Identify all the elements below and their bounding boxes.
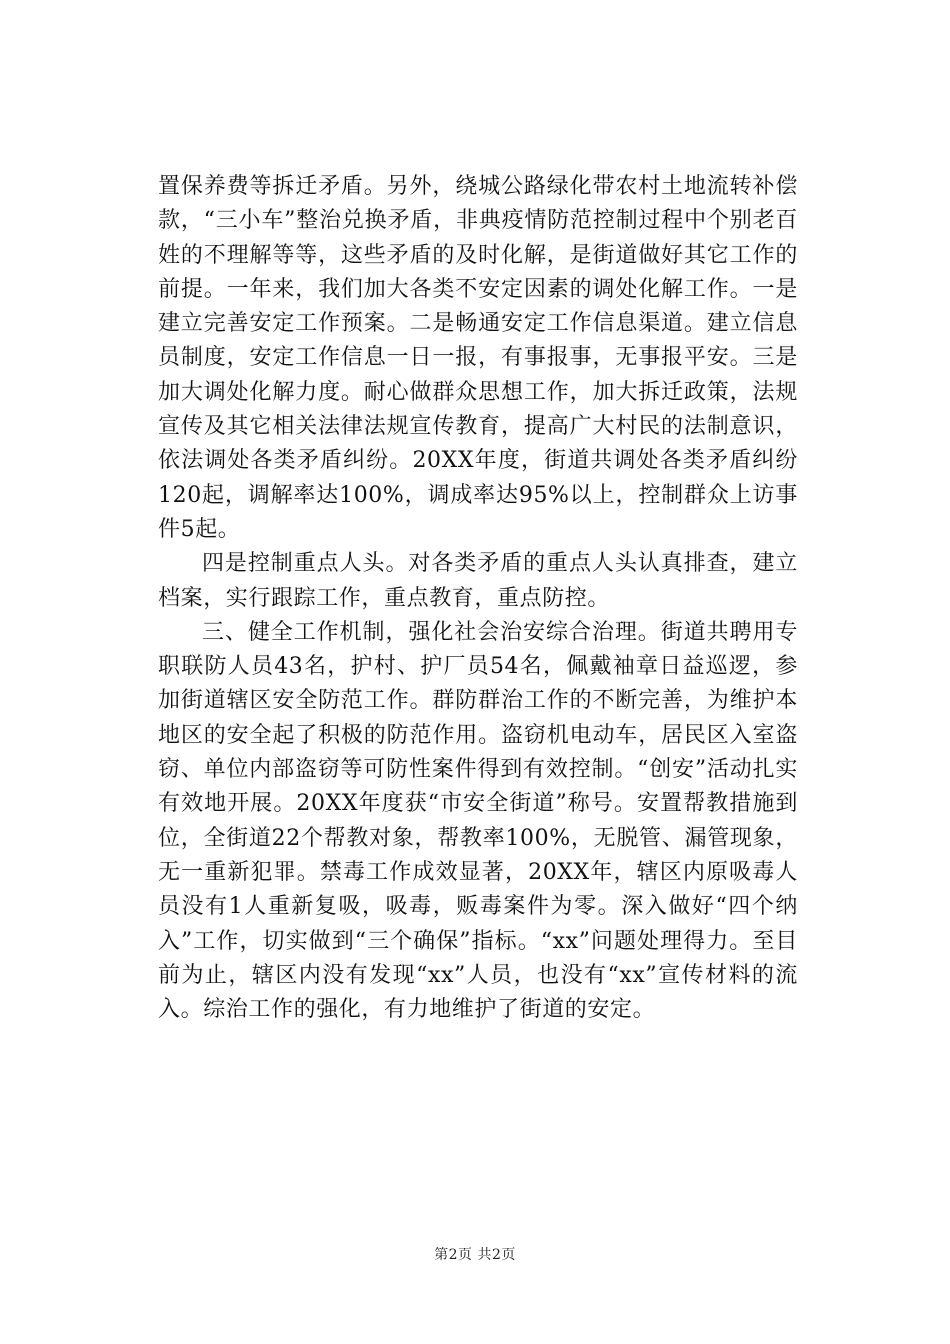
paragraph-3: 三、健全工作机制，强化社会治安综合治理。街道共聘用专职联防人员43名，护村、护厂员54名，佩戴袖章日益巡逻，参加街道辖区安全防范工作。群防群治工作的不断完善，为维护本地区的安全起了积极的防范作用。盗窃机电动车，居民区入室盗窃、单位内部盗窃等可防性案件得到有效控制。“创安”活动扎实有效地开展。20XX年度获“市安全街道”称号。安置帮教措施到位，全街道22个帮教对象，帮教率100%，无脱管、漏管现象，无一重新犯罪。禁毒工作成效显著，20XX年，辖区内原吸毒人员没有1人重新复吸，吸毒，贩毒案件为零。深入做好“四个纳入”工作，切实做到“三个确保”指标。“xx”问题处理得力。至目前为止，辖区内没有发现“xx”人员，也没有“xx”宣传材料的流入。综治工作的强化，有力地维护了街道的安定。: [158, 619, 798, 1023]
document-body: [158, 170, 798, 1027]
page-number-footer: 第2页 共2页: [434, 1247, 516, 1263]
paragraph-2: 四是控制重点人头。对各类矛盾的重点人头认真排查，建立档案，实行跟踪工作，重点教育，重点防控。: [158, 551, 798, 611]
paragraph-1: 置保养费等拆迁矛盾。另外，绕城公路绿化带农村土地流转补偿款，“三小车”整治兑换矛盾，非典疫情防范控制过程中个别老百姓的不理解等等，这些矛盾的及时化解，是街道做好其它工作的前提。一年来，我们加大各类不安定因素的调处化解工作。一是建立完善安定工作预案。二是畅通安定工作信息渠道。建立信息员制度，安定工作信息一日一报，有事报事，无事报平安。三是加大调处化解力度。耐心做群众思想工作，加大拆迁政策，法规宣传及其它相关法律法规宣传教育，提高广大村民的法制意识，依法调处各类矛盾纠纷。20XX年度，街道共调处各类矛盾纠纷120起，调解率达100%，调成率达95%以上，控制群众上访事件5起。: [158, 174, 798, 542]
